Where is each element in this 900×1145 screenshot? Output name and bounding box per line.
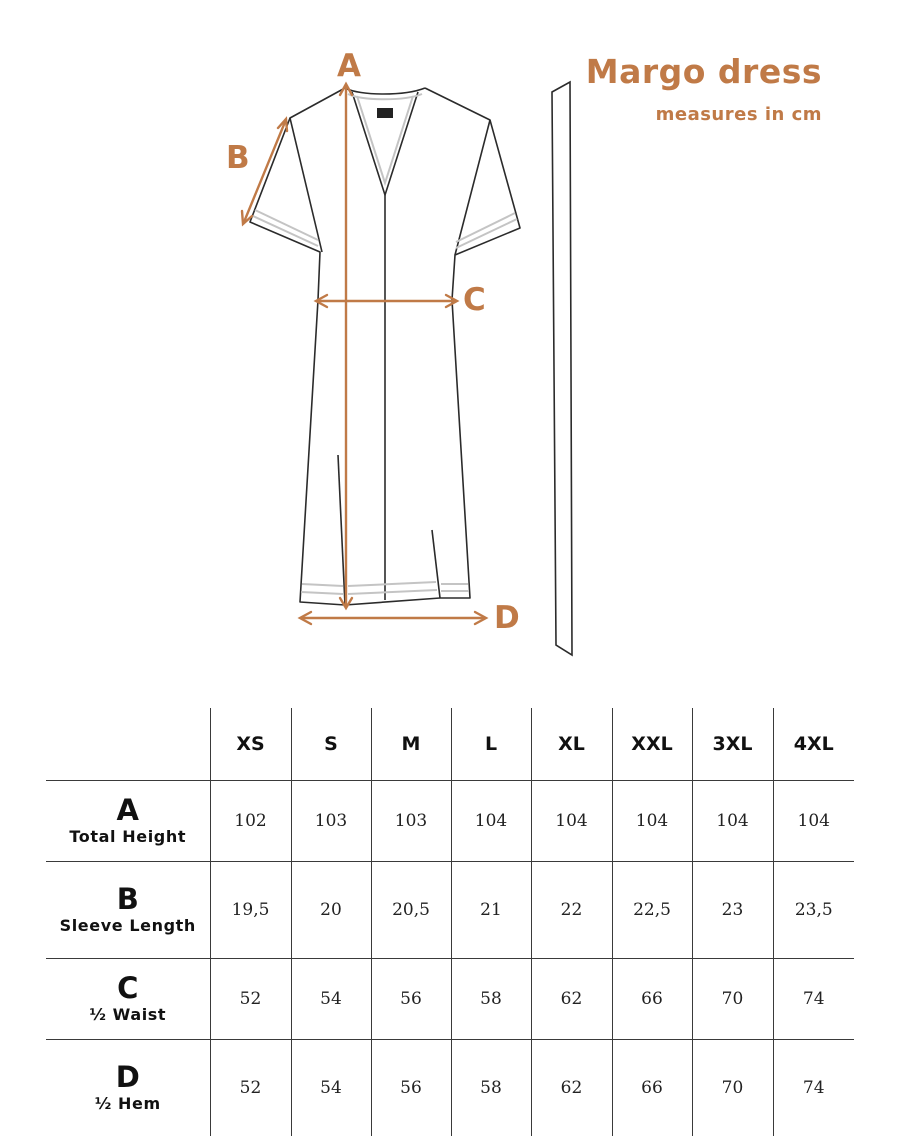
row-letter: D: [115, 1060, 140, 1094]
table-cell: 20: [291, 862, 371, 959]
row-header: [46, 781, 210, 862]
table-cell: 103: [371, 781, 451, 862]
table-cell: 104: [692, 781, 773, 862]
dimension-label-a: A: [337, 48, 361, 84]
table-cell: 22: [531, 862, 612, 959]
size-header: M: [371, 708, 451, 781]
table-cell: 52: [210, 1040, 291, 1137]
table-cell: 104: [531, 781, 612, 862]
table-cell: 103: [291, 781, 371, 862]
table-cell: 19,5: [210, 862, 291, 959]
size-header: XL: [531, 708, 612, 781]
row-label: Sleeve Length: [59, 916, 196, 935]
table-cell: 52: [210, 959, 291, 1040]
table-cell: 70: [692, 959, 773, 1040]
table-row: [46, 781, 854, 862]
row-label: ½ Hem: [94, 1094, 161, 1113]
side-profile-bar: [552, 82, 572, 655]
size-header: 4XL: [773, 708, 854, 781]
size-header: L: [451, 708, 531, 781]
dimension-label-c: C: [463, 282, 486, 318]
table-cell: 54: [291, 1040, 371, 1137]
size-header: 3XL: [692, 708, 773, 781]
table-cell: 21: [451, 862, 531, 959]
table-cell: 104: [451, 781, 531, 862]
page-subtitle: measures in cm: [655, 104, 822, 125]
table-cell: 54: [291, 959, 371, 1040]
table-cell: 62: [531, 959, 612, 1040]
table-row: [46, 862, 854, 959]
size-table: [46, 708, 854, 1136]
table-cell: 56: [371, 959, 451, 1040]
table-row: [46, 959, 854, 1040]
row-letter: A: [116, 793, 139, 827]
table-cell: 70: [692, 1040, 773, 1137]
dimension-label-d: D: [494, 600, 520, 636]
row-header: [46, 862, 210, 959]
table-cell: 74: [773, 959, 854, 1040]
table-cell: 22,5: [612, 862, 692, 959]
dimension-label-b: B: [226, 140, 250, 176]
row-label: Total Height: [69, 827, 187, 846]
row-letter: B: [116, 882, 139, 916]
row-label: ½ Waist: [89, 1005, 167, 1024]
row-header: [46, 959, 210, 1040]
size-header: S: [291, 708, 371, 781]
measurement-arrows: [242, 84, 486, 624]
size-header: XS: [210, 708, 291, 781]
table-cell: 66: [612, 959, 692, 1040]
table-cell: 62: [531, 1040, 612, 1137]
row-letter: C: [117, 971, 139, 1005]
table-header-row: [46, 708, 854, 781]
table-cell: 23,5: [773, 862, 854, 959]
table-cell: 104: [773, 781, 854, 862]
dress-outline: [250, 88, 520, 605]
table-cell: 58: [451, 959, 531, 1040]
table-cell: 58: [451, 1040, 531, 1137]
table-cell: 56: [371, 1040, 451, 1137]
size-header: XXL: [612, 708, 692, 781]
table-cell: 23: [692, 862, 773, 959]
table-cell: 74: [773, 1040, 854, 1137]
table-cell: 102: [210, 781, 291, 862]
table-cell: 66: [612, 1040, 692, 1137]
table-cell: 20,5: [371, 862, 451, 959]
table-cell: 104: [612, 781, 692, 862]
page-title: Margo dress: [585, 52, 822, 91]
arrow-b: [244, 122, 285, 222]
table-row: [46, 1040, 854, 1137]
table-corner: [46, 708, 210, 781]
row-header: [46, 1040, 210, 1137]
